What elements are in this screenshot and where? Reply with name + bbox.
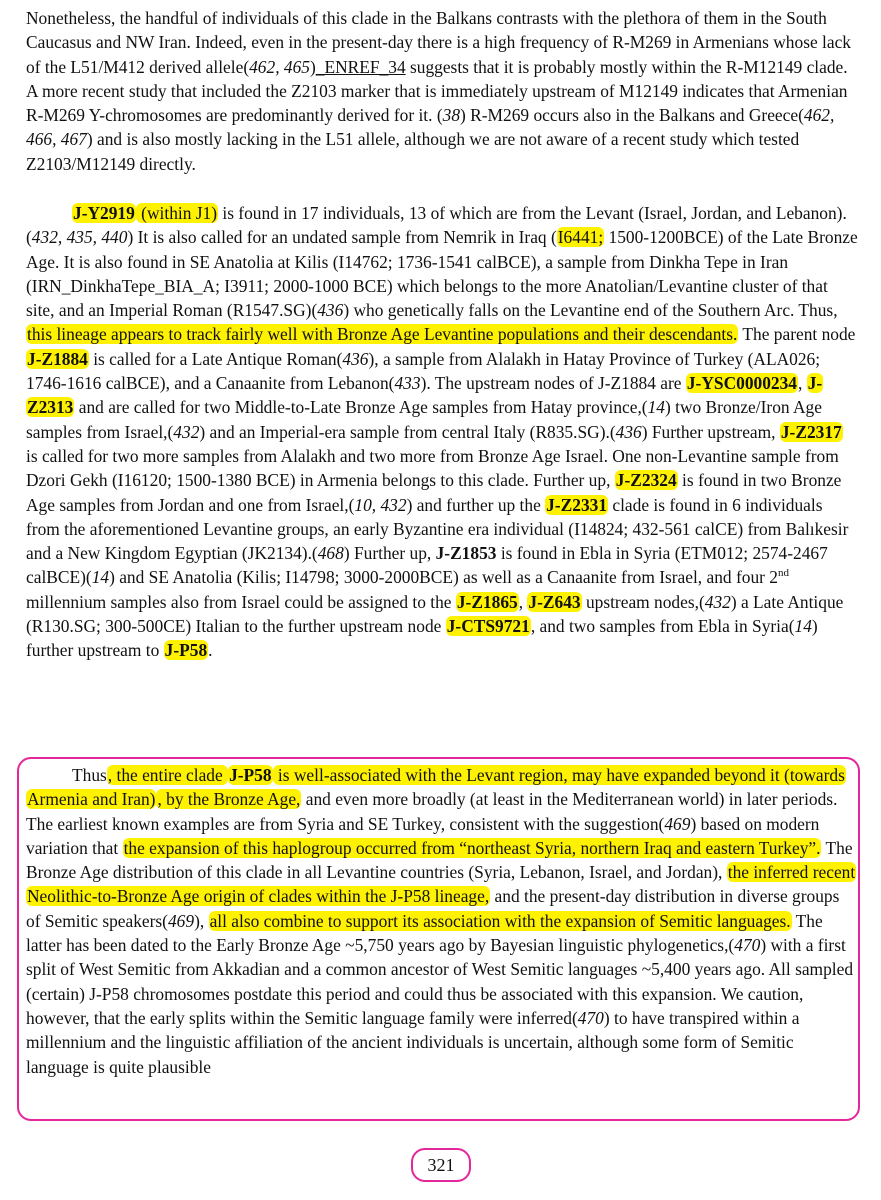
paragraph-j-p58-summary: Thus, the entire clade J-P58 is well-associated with the Levant region, may have expanded beyond it (towards Armenia and Iran) , by the Bronze Age, and even more broadly (at least in the Mediterranean world) in later periods. The earliest known examples are from Syria and SE Turkey, consistent with the suggestion(469) based on modern variation that the expansion of this haplogroup occurred from “northeast Syria, northern Iraq and eastern Turkey”. The Bronze Age distribution of this clade in all Levantine countries (Syria, Lebanon, Israel, and Jordan), the inferred recent Neolithic-to-Bronze Age origin of clades within the J-P58 lineage, and the present-day distribution in diverse groups of Semitic speakers(469), all also combine to support its association with the expansion of Semitic languages. The latter has been dated to the Early Bronze Age ~5,750 years ago by Bayesian linguistic phylogenetics,(470) with a first split of West Semitic from Akkadian and a common ancestor of West Semitic languages ~5,400 years ago. All sampled (certain) J-P58 chromosomes postdate this period and could thus be associated with this expansion. We caution, however, that the early splits within the Semitic language family were inferred(470) to have transpired within a millennium and the linguistic affiliation of the ancient individuals is uncertain, although some form of Semitic language is quite plausible xyxy=(26,765,856,1077)
haplogroup-label: J-YSC0000234 xyxy=(686,373,798,394)
citation: 469 xyxy=(664,813,691,834)
citation: 14 xyxy=(91,567,110,588)
highlight: this lineage appears to track fairly well with Bronze Age Levantine populations and their descendants. xyxy=(27,324,738,345)
citation: 468 xyxy=(317,543,344,564)
citation: 432 xyxy=(173,421,200,442)
haplogroup-label: J-Z2324 xyxy=(615,470,677,491)
haplogroup-label: J-Z1853 xyxy=(435,543,497,564)
citation: 14 xyxy=(647,397,665,418)
citation: 436 xyxy=(615,421,642,442)
highlight: , the entire clade xyxy=(107,765,228,785)
citation: 462, 466, 467 xyxy=(26,105,835,150)
citation: 436 xyxy=(317,300,344,321)
haplogroup-label: J-Z2317 xyxy=(780,421,842,442)
citation: 432, 435, 440 xyxy=(31,227,128,248)
page-number xyxy=(411,1148,471,1182)
highlight: is well-associated with the Levant region, may have expanded beyond it (towards Armenia and Iran) xyxy=(27,765,845,810)
haplogroup-label: J-Z643 xyxy=(528,591,581,612)
citation: 38 xyxy=(442,105,461,126)
superscript: nd xyxy=(777,567,789,580)
highlight: the inferred recent Neolithic-to-Bronze Age origin of clades within the J-P58 lineage, xyxy=(27,862,856,907)
endnote-ref-link: _ENREF_34 xyxy=(315,56,406,77)
paragraph-r-m269: Nonetheless, the handful of individuals of this clade in the Balkans contrasts with the plethora of them in the South Caucasus and NW Iran. Indeed, even in the present-day there is a high frequency of R-M269 in Armenians whose lack of the L51/M412 derived allele(462, 465)_ENREF_34 suggests that it is probably mostly within the R-M12149 clade. A more recent study that included the Z2103 marker that is immediately upstream of M12149 indicates that Armenian R-M269 Y-chromosomes are predominantly derived for it. (38) R-M269 occurs also in the Balkans and Greece(462, 466, 467) and is also mostly lacking in the L51 allele, although we are not aware of a recent study which tested Z2103/M12149 directly. xyxy=(26,8,851,174)
highlight: , by the Bronze Age, xyxy=(157,789,301,810)
paragraph-j-y2919: J-Y2919 (within J1) is found in 17 individuals, 13 of which are from the Levant (Israel, Jordan, and Lebanon).(432, 435, 440) It is also called for an undated sample from Nemrik in Iraq (I6441; 1500-1200BCE) of the Late Bronze Age. It is also found in SE Anatolia at Kilis (I14762; 1736-1541 calBCE), a sample from Dinkha Tepe in Iran (IRN_DinkhaTepe_BIA_A; I3911; 2000-1000 BCE) which belongs to the more Anatolian/Levantine cluster of that site, and an Imperial Roman (R1547.SG)(436) who genetically falls on the Levantine end of the Southern Arc. Thus, this lineage appears to track fairly well with Bronze Age Levantine populations and their descendants. The parent node J-Z1884 is called for a Late Antique Roman(436), a sample from Alalakh in Hatay Province of Turkey (ALA026; 1746-1616 calBCE), and a Canaanite from Lebanon(433). The upstream nodes of J-Z1884 are J-YSC0000234, J-Z2313 and are called for two Middle-to-Late Bronze Age samples from Hatay province,(14) two Bronze/Iron Age samples from Israel,(432) and an Imperial-era sample from central Italy (R835.SG).(436) Further upstream, J-Z2317 is called for two more samples from Alalakh and two more from Bronze Age Israel. One non-Levantine sample from Dzori Gekh (I16120; 1500-1380 BCE) in Armenia belongs to this clade. Further up, J-Z2324 is found in two Bronze Age samples from Jordan and one from Israel,(10, 432) and further up the J-Z2331 clade is found in 6 individuals from the aforementioned Levantine groups, an early Byzantine era individual (I14824; 432-561 calCE) from Balıkesir and a New Kingdom Egyptian (JK2134).(468) Further up, J-Z1853 is found in Ebla in Syria (ETM012; 2574-2467 calBCE)(14) and SE Anatolia (Kilis; I14798; 3000-2000BCE) as well as a Canaanite from Israel, and four 2nd millennium samples also from Israel could be assigned to the J-Z1865, J-Z643 upstream nodes,(432) a Late Antique (R130.SG; 300-500CE) Italian to the further upstream node J-CTS9721, and two samples from Ebla in Syria(14) further upstream to J-P58. xyxy=(26,203,858,661)
citation: 470 xyxy=(734,935,761,956)
page-number-label: 321 xyxy=(427,1154,455,1175)
haplogroup-label: J-Z2313 xyxy=(27,373,823,418)
highlight: all also combine to support its association with the expansion of Semitic languages. xyxy=(209,910,791,931)
haplogroup-label: J-P58 xyxy=(164,640,208,661)
citation: 432 xyxy=(704,591,731,612)
citation: 462, 465 xyxy=(249,56,310,77)
citation: 14 xyxy=(794,616,812,637)
haplogroup-label: J-CTS9721 xyxy=(446,616,530,637)
citation: 436 xyxy=(342,348,369,369)
haplogroup-label: J-Z1884 xyxy=(27,348,88,369)
citation: 10, 432 xyxy=(354,494,407,515)
haplogroup-label: J-P58 xyxy=(229,765,272,785)
citation: 469 xyxy=(167,910,195,931)
haplogroup-label: J-Y2919 xyxy=(73,203,135,223)
haplogroup-label: J-Z1865 xyxy=(456,591,518,612)
highlight: I6441; xyxy=(557,227,604,248)
highlight: the expansion of this haplogroup occurred from “northeast Syria, northern Iraq and eastern Turkey”. xyxy=(123,837,821,858)
citation: 470 xyxy=(577,1007,604,1028)
haplogroup-label: J-Z2331 xyxy=(546,494,608,515)
citation: 433 xyxy=(394,373,421,394)
highlight: (within J1) xyxy=(136,203,218,223)
